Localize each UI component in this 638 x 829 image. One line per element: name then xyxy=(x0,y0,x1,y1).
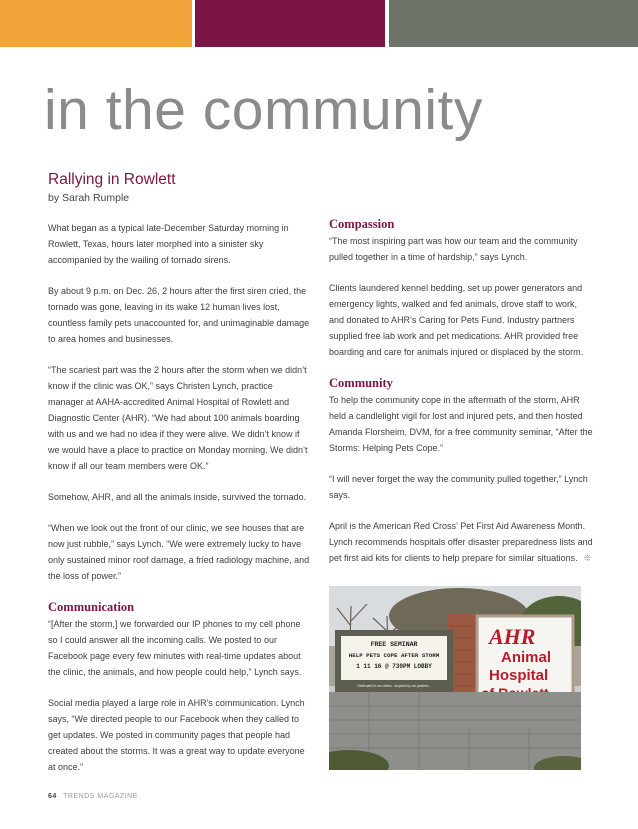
header-bar-plum xyxy=(195,0,385,47)
header-bar-orange xyxy=(0,0,192,47)
marquee-line-1: FREE SEMINAR xyxy=(370,641,418,648)
sign-line-2: Hospital xyxy=(489,667,549,684)
paragraph: “The most inspiring part was how our team and the community pulled together in a time of hardship,” says Lynch. xyxy=(329,236,578,262)
paragraph: By about 9 p.m. on Dec. 26, 2 hours after the first siren cried, the tornado was gone, leaving in its wake 12 human lives lost, countless family pets unaccounted for, and unimaginable damage to area homes and businesses. xyxy=(48,286,310,344)
marquee-footer: Dedicated to our clients . Inspired by our patients . xyxy=(357,684,431,688)
paragraph: Clients laundered kennel bedding, set up power generators and emergency lights, walked and fed animals, drove staff to work, and donated to AHR’s Caring for Pets Fund. Industry partners supplied free lab work and pet medications. AHR provided free boarding and care for animals injured or displaced by the storm. xyxy=(329,283,584,357)
paragraph: “[After the storm,] we forwarded our IP phones to my cell phone so I could answer all the incoming calls. We posted to our Facebook page every few minutes with real-time updates about the clinic, the animals, and how people could help,” Lynch says. xyxy=(48,619,302,677)
paragraph xyxy=(329,518,594,566)
communication-heading: Communication xyxy=(48,600,135,614)
publication-name: TRENDS MAGAZINE xyxy=(63,793,138,800)
paragraph: What began as a typical late-December Saturday morning in Rowlett, Texas, hours later morphed into a sinister sky accompanied by the wailing of tornado sirens. xyxy=(48,223,289,265)
paragraph: “I will never forget the way the community pulled together,” Lynch says. xyxy=(329,474,588,500)
sign-line-1: Animal xyxy=(501,649,552,666)
community-heading: Community xyxy=(329,376,393,390)
page-number: 64 xyxy=(48,793,57,800)
closing-paragraph: April is the American Red Cross’ Pet First Aid Awareness Month. Lynch recommends hospitals offer disaster preparedness lists and pet first aid kits for clients to help prepare for similar situations. xyxy=(329,521,593,563)
sign-logo: AHR xyxy=(489,624,536,649)
paragraph: “The scariest part was the 2 hours after the storm when we didn’t know if the clinic was OK,” says Christen Lynch, practice manager at AAHA-accredited Animal Hospital of Rowlett and Diagnostic Center (AHR). “We had about 100 animals boarding with us and we had no idea if they were alive. We didn’t know if we would have a place to practice on Monday morning. We didn’t know if all our team members were OK.” xyxy=(48,365,308,471)
page-footer xyxy=(48,793,138,800)
end-mark-icon: ❊ xyxy=(583,553,592,563)
section-title: in the community xyxy=(44,78,483,142)
paragraph: Social media played a large role in AHR’s communication. Lynch says, “We directed people to our Facebook when they called to get updates. We posted in community pages that people had created about the storms. It was a great way to update everyone at once.” xyxy=(48,698,305,772)
paragraph: “When we look out the front of our clinic, we see houses that are now just rubble,” says Lynch. “We were extremely lucky to have only sustained minor roof damage, a fried radiology machine, and the loss of power.” xyxy=(48,523,310,581)
paragraph: To help the community cope in the aftermath of the storm, AHR held a candlelight vigil for lost and injured pets, and then hosted Amanda Florsheim, DVM, for a free community seminar, “After the Storms: Helping Pets Cope.” xyxy=(329,395,593,453)
marquee-line-3: 1 11 16 @ 730PM LOBBY xyxy=(356,663,432,670)
article-headline: Rallying in Rowlett xyxy=(48,171,176,188)
compassion-heading: Compassion xyxy=(329,217,395,231)
right-column xyxy=(329,216,594,581)
clinic-sign-photo xyxy=(329,586,581,770)
paragraph: Somehow, AHR, and all the animals inside, survived the tornado. xyxy=(48,492,307,502)
header-bar-gray xyxy=(389,0,638,47)
article-byline: by Sarah Rumple xyxy=(48,192,130,204)
marquee-line-2: HELP PETS COPE AFTER STORM xyxy=(348,652,440,659)
left-column xyxy=(48,220,310,790)
